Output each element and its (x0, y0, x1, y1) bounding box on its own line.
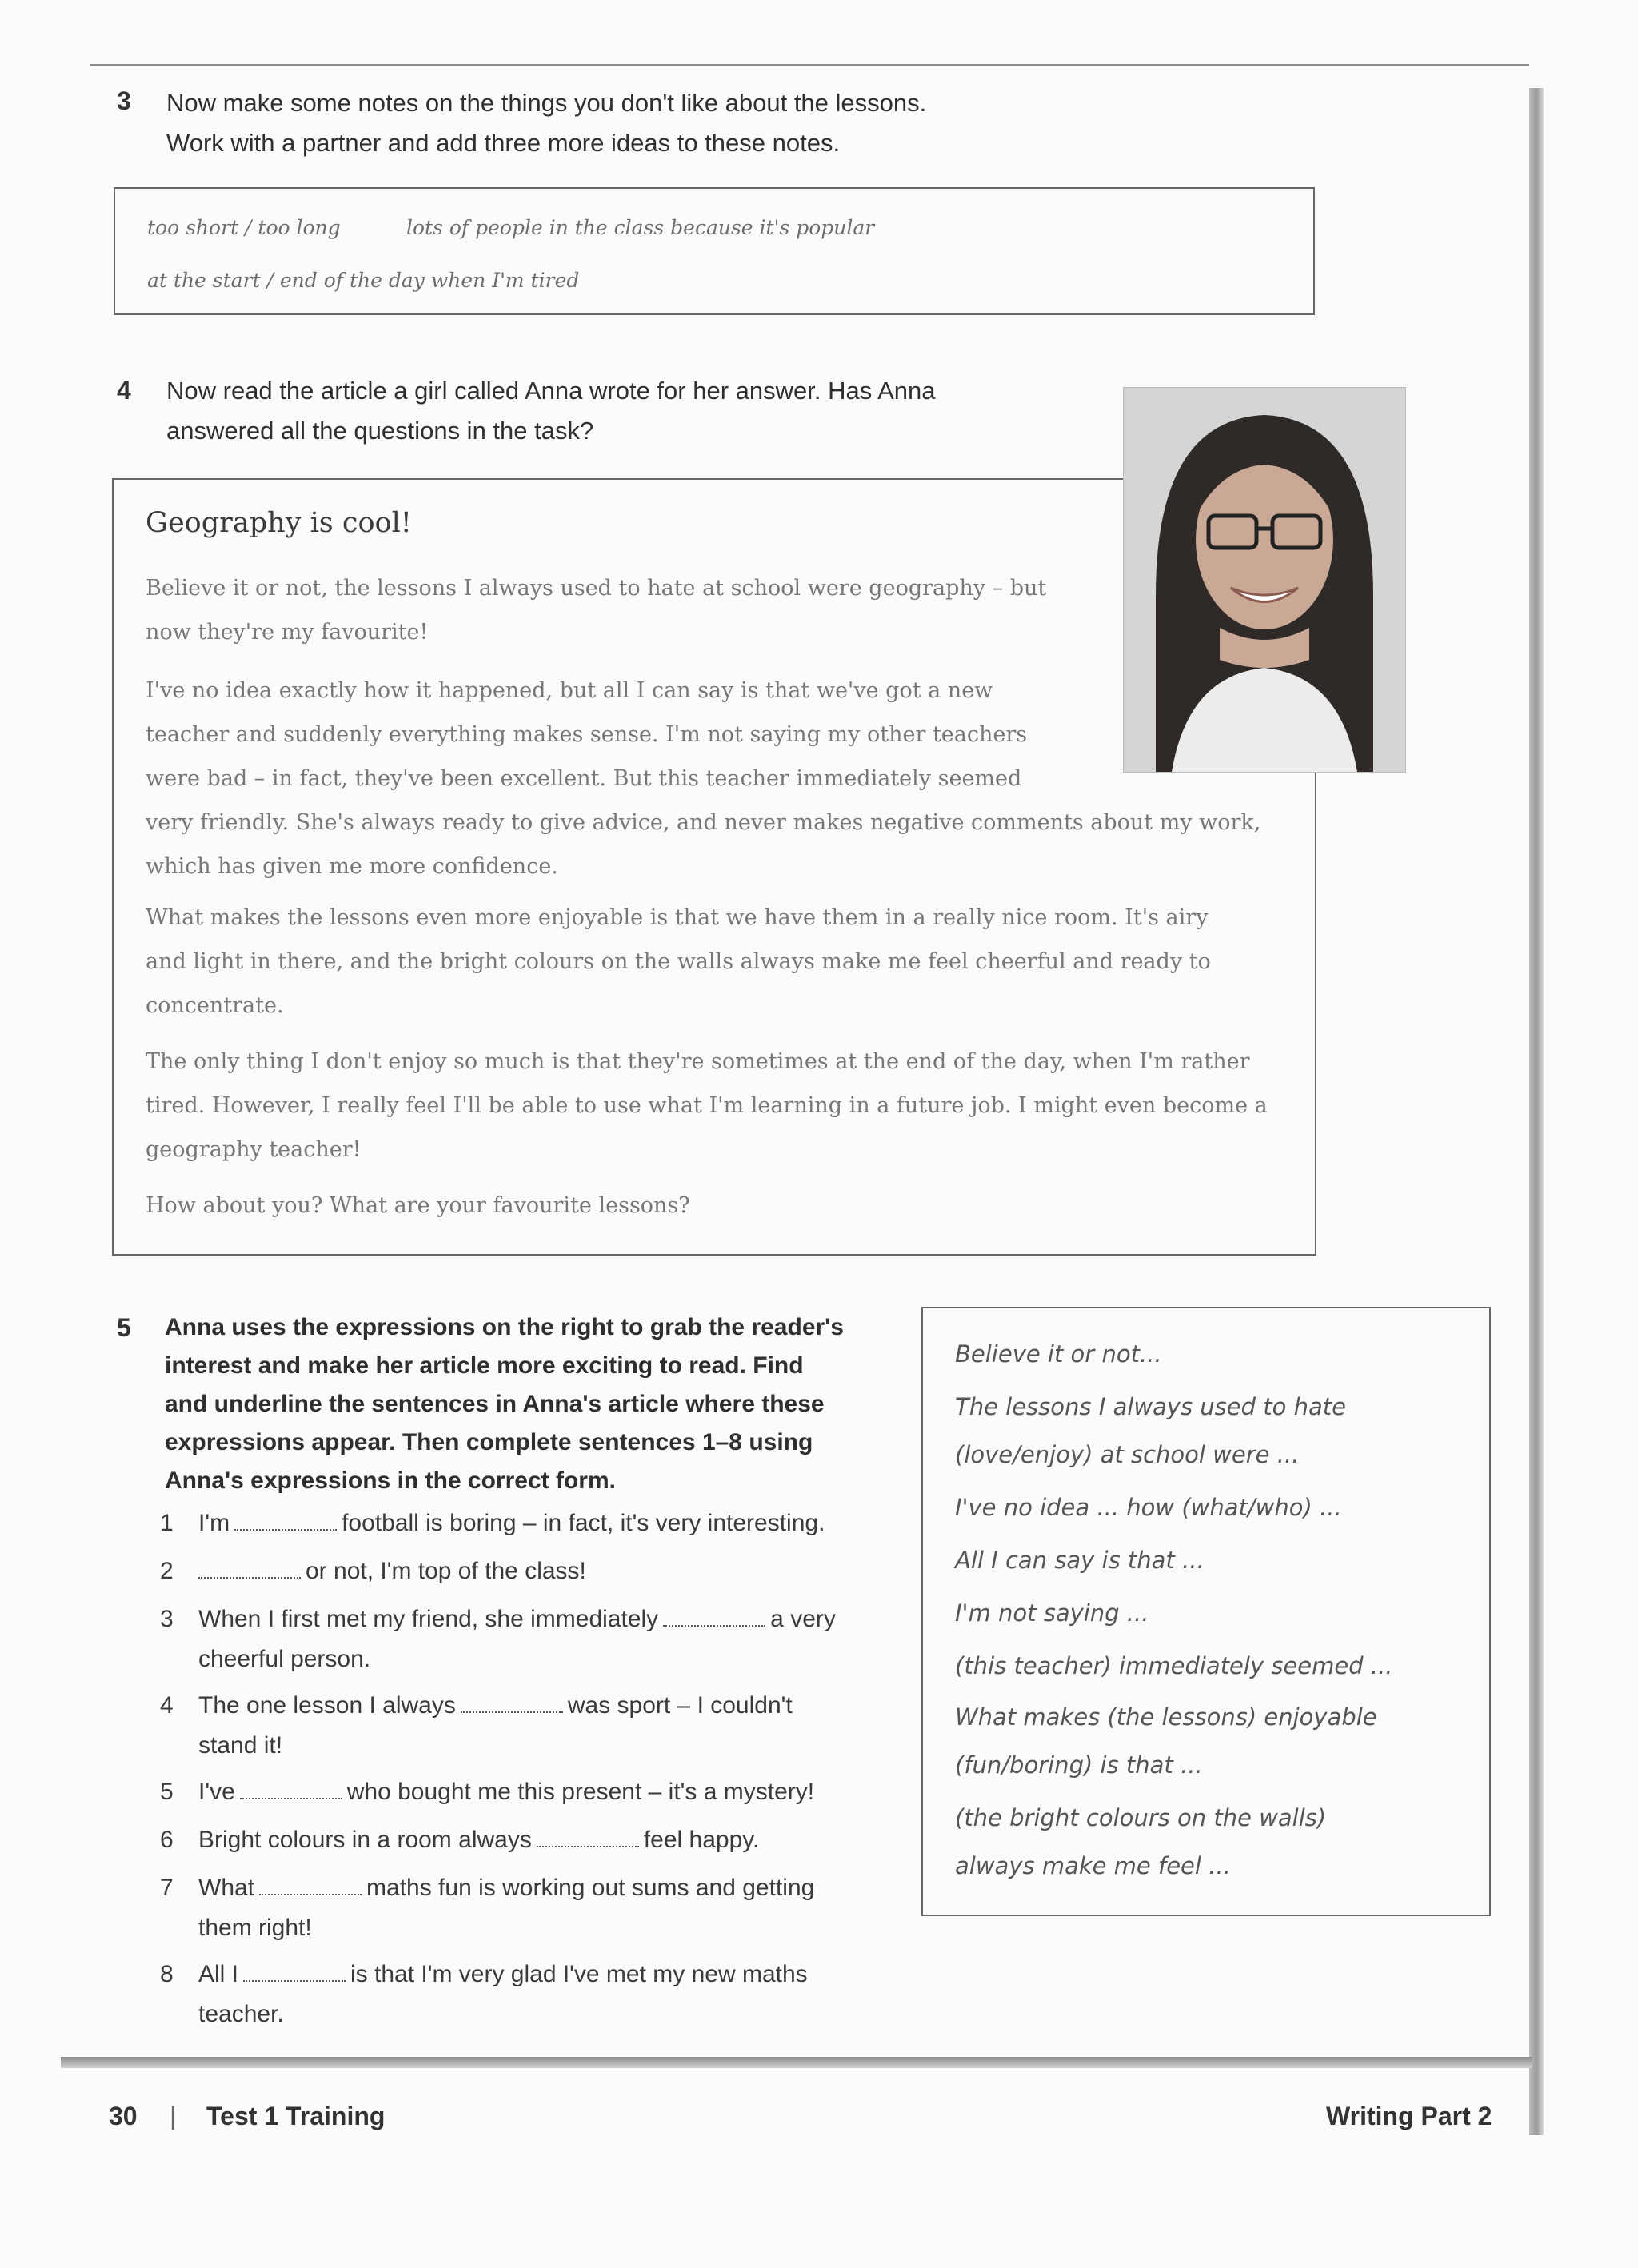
item-text-after: who bought me this present – it's a mystery! (346, 1779, 815, 1805)
question-5-line: expressions appear. Then complete sentences 1–8 using (165, 1429, 813, 1455)
item-number: 4 (160, 1692, 174, 1719)
page-edge-shadow (1529, 88, 1544, 2135)
item-text-after: was sport – I couldn't (567, 1692, 793, 1719)
page-number: 30 (109, 2102, 138, 2130)
item-text-continued: stand it! (198, 1732, 283, 1759)
question-3-instructions (166, 83, 926, 163)
question-5-line: Anna uses the expressions on the right to grab the reader's (165, 1314, 844, 1340)
question-3-line-2: Work with a partner and add three more ideas to these notes. (166, 129, 841, 157)
answer-blank[interactable] (537, 1846, 639, 1847)
item-text-before: The one lesson I always (198, 1692, 456, 1719)
expression-line: The lessons I always used to hate (955, 1393, 1346, 1420)
article-p3-line: What makes the lessons even more enjoyable is that we have them in a really nice room. It's airy (146, 905, 1209, 930)
note-1: too short / too long (147, 216, 341, 239)
question-4-line-1: Now read the article a girl called Anna wrote for her answer. Has Anna (166, 377, 936, 405)
item-number: 7 (160, 1875, 174, 1901)
article-paragraph-3 (146, 896, 1211, 1028)
item-text-after: or not, I'm top of the class! (306, 1558, 586, 1584)
article-p4-line: geography teacher! (146, 1137, 362, 1162)
expression-line: I'm not saying ... (955, 1599, 1149, 1627)
answer-blank[interactable] (461, 1711, 563, 1713)
article-p1-line: now they're my favourite! (146, 620, 429, 645)
item-text-before: All I (198, 1961, 239, 1987)
page-bottom-shadow (61, 2057, 1532, 2068)
article-p2-line: I've no idea exactly how it happened, but all I can say is that we've got a new (146, 678, 993, 703)
footer-section: Test 1 Training (206, 2102, 386, 2130)
article-p2-line: were bad – in fact, they've been excellent. But this teacher immediately seemed (146, 766, 1022, 791)
item-number: 2 (160, 1558, 174, 1584)
article-paragraph-4 (146, 1040, 1268, 1172)
article-p3-line: concentrate. (146, 993, 284, 1018)
expression-line: I've no idea ... how (what/who) ... (955, 1494, 1342, 1521)
question-5-line: interest and make her article more exciting to read. Find (165, 1352, 804, 1379)
answer-blank[interactable] (259, 1894, 362, 1895)
question-5-number: 5 (117, 1313, 131, 1342)
answer-blank[interactable] (243, 1980, 346, 1982)
note-2: lots of people in the class because it's popular (406, 216, 875, 239)
expression-line: (love/enjoy) at school were ... (955, 1441, 1300, 1468)
expression-line: Believe it or not... (955, 1340, 1162, 1368)
item-text-after: is that I'm very glad I've met my new maths (350, 1961, 808, 1987)
item-number: 3 (160, 1606, 174, 1632)
note-3: at the start / end of the day when I'm tired (147, 269, 580, 292)
article-p2-line: which has given me more confidence. (146, 854, 558, 879)
question-4-number: 4 (117, 376, 131, 405)
question-4-line-2: answered all the questions in the task? (166, 417, 594, 445)
top-rule (90, 64, 1529, 66)
answer-blank[interactable] (234, 1529, 337, 1531)
item-text-after: football is boring – in fact, it's very interesting. (342, 1510, 825, 1536)
article-p2-line: teacher and suddenly everything makes sense. I'm not saying my other teachers (146, 722, 1028, 747)
answer-blank[interactable] (198, 1577, 301, 1579)
expression-line: What makes (the lessons) enjoyable (955, 1703, 1377, 1731)
item-number: 5 (160, 1779, 174, 1805)
item-text-continued: teacher. (198, 2001, 284, 2027)
article-paragraph-2 (146, 669, 1260, 888)
expression-line: (fun/boring) is that ... (955, 1751, 1203, 1779)
question-4-instructions (166, 371, 936, 451)
item-text-before: I'm (198, 1510, 230, 1536)
answer-blank[interactable] (240, 1798, 342, 1799)
article-paragraph-1 (146, 566, 1046, 654)
item-text-after: a very (770, 1606, 836, 1632)
item-number: 1 (160, 1510, 174, 1536)
article-p2-line: very friendly. She's always ready to give advice, and never makes negative comments about my work, (146, 810, 1261, 835)
portrait-illustration (1124, 388, 1405, 772)
footer-part: Writing Part 2 (1326, 2102, 1492, 2130)
notes-box (114, 187, 1315, 315)
article-title: Geography is cool! (146, 507, 412, 539)
article-p1-line: Believe it or not, the lessons I always used to hate at school were geography – but (146, 576, 1047, 601)
question-5-line: and underline the sentences in Anna's article where these (165, 1391, 825, 1417)
article-p4-line: tired. However, I really feel I'll be able to use what I'm learning in a future job. I might even become a (146, 1093, 1268, 1118)
answer-blank[interactable] (663, 1625, 765, 1627)
question-5-instructions (165, 1308, 844, 1500)
item-text-continued: cheerful person. (198, 1646, 371, 1672)
expression-line: (the bright colours on the walls) (955, 1804, 1327, 1831)
item-text-before: Bright colours in a room always (198, 1827, 532, 1853)
item-number: 6 (160, 1827, 174, 1853)
expressions-box (921, 1307, 1491, 1916)
question-5-line: Anna's expressions in the correct form. (165, 1467, 616, 1494)
item-text-after: feel happy. (643, 1827, 760, 1853)
article-paragraph-5: How about you? What are your favourite lessons? (146, 1193, 690, 1218)
expression-line: All I can say is that ... (955, 1547, 1205, 1574)
footer-separator: | (170, 2102, 177, 2130)
item-text-after: maths fun is working out sums and getting (366, 1875, 815, 1901)
article-p4-line: The only thing I don't enjoy so much is that they're sometimes at the end of the day, when I'm rather (146, 1049, 1250, 1074)
item-text-before: What (198, 1875, 255, 1901)
question-3-number: 3 (117, 86, 131, 115)
article-p3-line: and light in there, and the bright colours on the walls always make me feel cheerful and ready to (146, 949, 1211, 974)
expression-line: (this teacher) immediately seemed ... (955, 1652, 1393, 1679)
anna-photo (1123, 387, 1406, 773)
item-text-before: When I first met my friend, she immediately (198, 1606, 659, 1632)
item-text-before: I've (198, 1779, 235, 1805)
item-text-continued: them right! (198, 1915, 312, 1941)
question-3-line-1: Now make some notes on the things you don't like about the lessons. (166, 89, 927, 117)
item-number: 8 (160, 1961, 174, 1987)
expression-line: always make me feel ... (955, 1852, 1231, 1879)
